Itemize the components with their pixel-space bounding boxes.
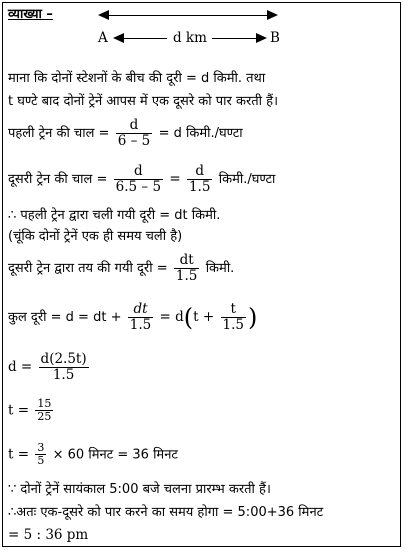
line-6: (चूंकि दोनों ट्रेनें एक ही समय चली है)	[8, 229, 183, 244]
line-8: कुल दूरी = d = dt + $\frac{dt}{1.5}$ = d(t + $\frac{t}{1.5}$ )	[8, 301, 258, 333]
line-5: ∴ पहली ट्रेन द्वारा चली गयी दूरी = dt किमी.	[8, 208, 221, 223]
line-2: t घण्टे बाद दोनों ट्रेनें आपस में एक दूसरे को पार करती हैं।	[8, 94, 279, 109]
line-7: दूसरी ट्रेन द्वारा तय की गयी दूरी = $\frac{dt}{1.5}$ किमी.	[8, 252, 235, 284]
line-4: दूसरी ट्रेन की चाल = $\frac{d}{6.5 - 5}$ = $\frac{d}{1.5}$ किमी./घण्टा	[8, 163, 276, 195]
line-9: d = $\frac{d(2.5t)}{1.5}$	[8, 351, 87, 383]
line-14-answer: = 5 : 36 pm	[8, 527, 89, 543]
fraction: $\frac{dt}{1.5}$	[175, 252, 198, 284]
fraction: $\frac{d(2.5t)}{1.5}$	[40, 351, 87, 383]
line-3: पहली ट्रेन की चाल = $\frac{d}{6 - 5}$ = d किमी./घण्टा	[8, 117, 243, 149]
point-b-label: B	[270, 30, 280, 46]
line-10: t = $\frac{15}{25}$	[8, 397, 52, 424]
point-a-label: A	[98, 30, 108, 46]
line-12: ∵ दोनों ट्रेनें सायंकाल 5:00 बजे चलना प्रारम्भ करती हैं।	[8, 482, 271, 497]
cut-off-next-line	[0, 546, 405, 552]
fraction: $\frac{t}{1.5}$	[222, 301, 244, 333]
fraction: $\frac{dt}{1.5}$	[129, 301, 152, 333]
fraction: $\frac{d}{6 - 5}$	[117, 117, 151, 149]
line-1: माना कि दोनों स्टेशनों के बीच की दूरी = d किमी. तथा	[8, 71, 266, 86]
fraction: $\frac{d}{6.5 - 5}$	[115, 163, 162, 195]
line-13: ∴अतः एक-दूसरे को पार करने का समय होगा = 5:00+36 मिनट	[8, 505, 324, 520]
distance-label: d km	[173, 30, 207, 46]
heading: व्याख्या –	[8, 7, 53, 22]
fraction: $\frac{3}{5}$	[37, 441, 45, 468]
fraction: $\frac{d}{1.5}$	[188, 163, 211, 195]
line-11: t = $\frac{3}{5}$ × 60 मिनट = 36 मिनट	[8, 441, 178, 468]
fraction: $\frac{15}{25}$	[37, 397, 52, 424]
